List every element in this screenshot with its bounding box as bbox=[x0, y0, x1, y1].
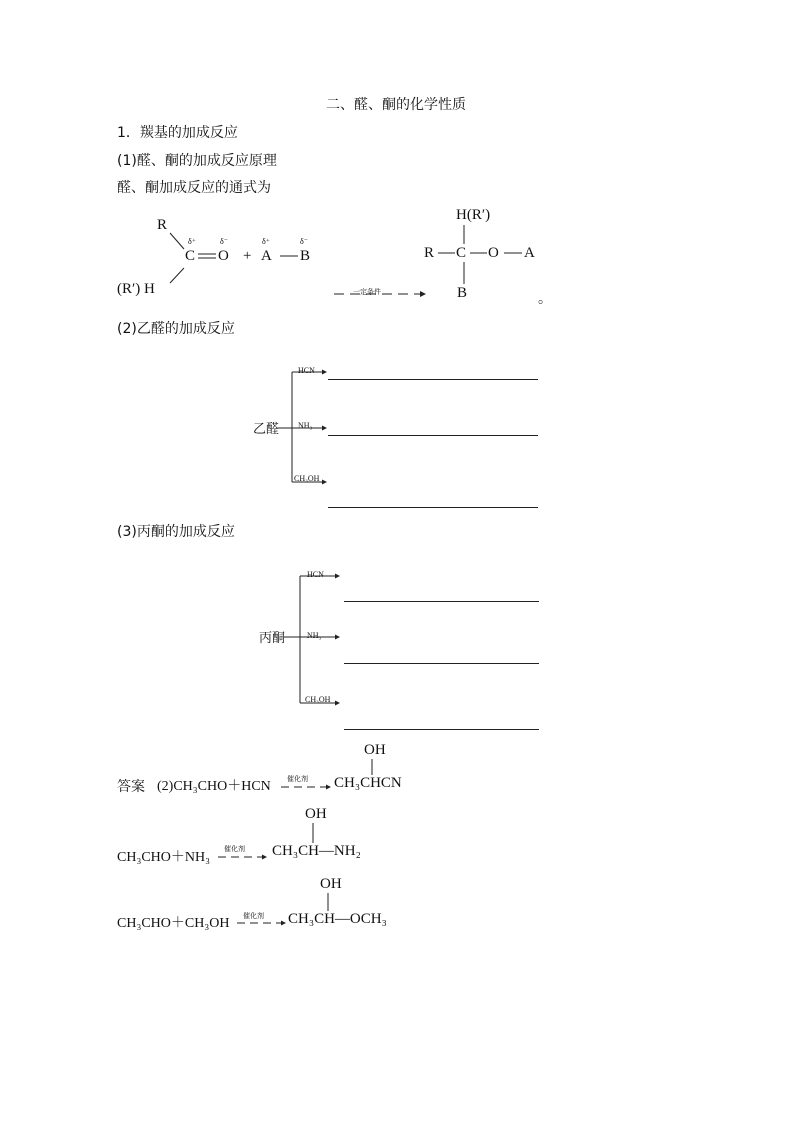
subheading-principle: (1)醛、酮的加成反应原理 bbox=[117, 153, 277, 169]
product-c: C bbox=[456, 245, 467, 261]
answer-eq3-product: CH₃CH—OCH₃ bbox=[288, 911, 387, 927]
product-a: A bbox=[524, 245, 535, 261]
answer-eq3-reactants: CH₃CHO＋CH₃OH bbox=[117, 916, 230, 931]
reactant-r-prime-h: (R′) H bbox=[117, 281, 155, 297]
acetone-label: 丙酮 bbox=[259, 631, 286, 646]
answer-eq2-oh: OH bbox=[305, 806, 327, 822]
answer-eq1-product: CH₃CHCN bbox=[334, 775, 402, 791]
general-formula-label: 醛、酮加成反应的通式为 bbox=[117, 180, 271, 196]
reagent-b: B bbox=[300, 248, 311, 264]
answer-eq2-product: CH₃CH—NH₂ bbox=[272, 843, 361, 859]
period-mark: 。 bbox=[538, 291, 552, 307]
delta-minus-o: δ⁻ bbox=[220, 237, 228, 246]
delta-minus-b: δ⁻ bbox=[300, 237, 308, 246]
product-o: O bbox=[488, 245, 499, 261]
acetaldehyde-reagent-ch3oh: CH₃OH bbox=[294, 474, 320, 483]
answer-eq1-reactants: (2)CH₃CHO＋HCN bbox=[157, 779, 271, 794]
condition-label: 一定条件 bbox=[353, 288, 381, 296]
acetaldehyde-reagent-nh3: NH₃ bbox=[298, 421, 313, 430]
acetone-reagent-hcn: HCN bbox=[307, 570, 324, 579]
subheading-acetone: (3)丙酮的加成反应 bbox=[117, 524, 235, 540]
heading-carbonyl-addition: 1．羰基的加成反应 bbox=[117, 125, 238, 141]
answer-label: 答案 bbox=[117, 779, 145, 795]
answer-eq3-catalyst: 催化剂 bbox=[243, 912, 264, 920]
reactant-r: R bbox=[157, 217, 168, 233]
product-r: R bbox=[424, 245, 435, 261]
acetaldehyde-reagent-hcn: HCN bbox=[298, 366, 315, 375]
acetone-reagent-ch3oh: CH₃OH bbox=[305, 695, 331, 704]
answer-eq1-catalyst: 催化剂 bbox=[287, 775, 308, 783]
delta-plus-c: δ⁺ bbox=[188, 237, 196, 246]
section-title: 二、醛、酮的化学性质 bbox=[326, 97, 466, 113]
answer-eq2-catalyst: 催化剂 bbox=[224, 845, 245, 853]
product-top-substituent: H(R′) bbox=[456, 207, 491, 223]
answer-eq3-oh: OH bbox=[320, 876, 342, 892]
answer-eq1-oh: OH bbox=[364, 742, 386, 758]
product-b: B bbox=[457, 285, 468, 301]
plus-sign: + bbox=[243, 248, 252, 264]
acetaldehyde-label: 乙醛 bbox=[253, 422, 280, 437]
reagent-a: A bbox=[261, 248, 272, 264]
subheading-acetaldehyde: (2)乙醛的加成反应 bbox=[117, 321, 235, 337]
answer-eq2-reactants: CH₃CHO＋NH₃ bbox=[117, 850, 210, 865]
reactant-o: O bbox=[218, 248, 229, 264]
delta-plus-a: δ⁺ bbox=[262, 237, 270, 246]
reactant-c: C bbox=[185, 248, 196, 264]
acetone-reagent-nh3: NH₃ bbox=[307, 631, 322, 640]
